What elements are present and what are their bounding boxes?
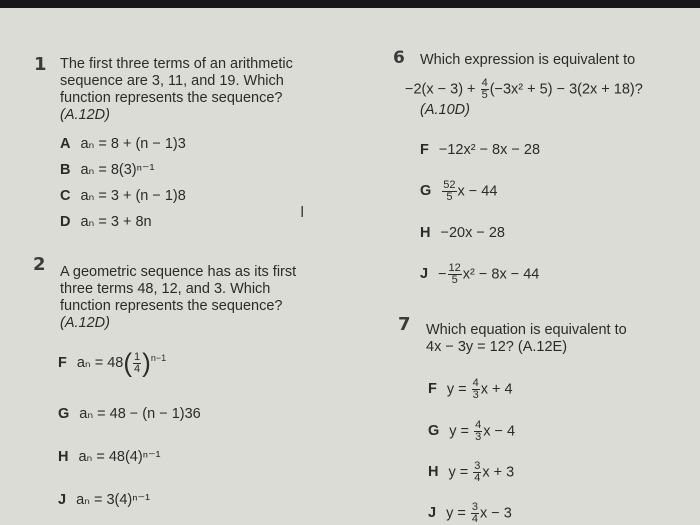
fraction: $\frac{3}{4}$ xyxy=(471,501,478,525)
fraction: $\frac{52}{5}$ xyxy=(443,179,456,203)
fraction: $\frac{1}{4}$ xyxy=(134,350,141,375)
option-letter: F xyxy=(420,142,429,158)
question-1-line-1: The first three terms of an arithmetic xyxy=(60,56,293,72)
q2-option-f[interactable] xyxy=(58,347,167,378)
option-text: −20x − 28 xyxy=(440,225,505,241)
q2-option-g[interactable] xyxy=(58,406,201,423)
fraction: $\frac{12}{5}$ xyxy=(448,262,461,286)
q1-option-a[interactable] xyxy=(60,136,186,153)
question-2-line-3: function represents the sequence? xyxy=(60,298,283,314)
option-text: aₙ = 8 + (n − 1)3 xyxy=(80,136,186,152)
q1-option-b[interactable] xyxy=(60,162,154,179)
option-letter: B xyxy=(60,162,71,178)
q2-option-h[interactable] xyxy=(58,449,160,466)
question-number-7: 7 xyxy=(398,314,411,335)
q2-option-j[interactable] xyxy=(58,492,150,509)
option-letter: J xyxy=(428,505,437,522)
option-letter: F xyxy=(428,381,437,398)
left-paren: ( xyxy=(123,347,133,378)
question-7-line-2: 4x − 3y = 12? (A.12E) xyxy=(426,339,568,355)
question-2-line-1: A geometric sequence has as its first xyxy=(60,264,297,280)
option-letter: G xyxy=(428,423,440,440)
option-letter: G xyxy=(58,406,70,422)
q1-option-c[interactable] xyxy=(60,188,186,205)
question-6-expression: −2(x − 3) + $\frac{4}{5}$ (−3x² + 5) − 3(2x + 18)? xyxy=(405,77,643,101)
q6-option-j[interactable]: J − $\frac{12}{5}$ x² − 8x − 44 xyxy=(420,262,540,286)
question-number-1: 1 xyxy=(34,54,47,75)
question-number-6: 6 xyxy=(393,48,405,68)
option-letter: J xyxy=(420,266,429,283)
question-7-line-1: Which equation is equivalent to xyxy=(426,322,627,338)
question-6-line-1: Which expression is equivalent to xyxy=(420,52,636,68)
q7-option-h[interactable]: H y = $\frac{3}{4}$ x + 3 xyxy=(428,460,515,484)
option-letter: G xyxy=(420,183,432,200)
option-letter: D xyxy=(60,214,71,230)
option-letter: A xyxy=(60,136,71,152)
option-text: aₙ = 8(3)ⁿ⁻¹ xyxy=(80,162,155,178)
option-letter: C xyxy=(60,188,71,204)
question-1-line-3: function represents the sequence? xyxy=(60,90,283,106)
q6-option-h[interactable] xyxy=(420,225,505,242)
q7-option-j[interactable]: J y = $\frac{3}{4}$ x − 3 xyxy=(428,501,512,525)
right-paren: ) xyxy=(142,347,151,378)
option-text: −12x² − 8x − 28 xyxy=(438,142,541,158)
fraction: $\frac{4}{3}$ xyxy=(472,377,479,401)
q6-option-f[interactable] xyxy=(420,142,540,159)
fraction: $\frac{3}{4}$ xyxy=(474,460,481,484)
q7-option-f[interactable]: F y = $\frac{4}{3}$ x + 4 xyxy=(428,377,513,401)
q1-option-d[interactable] xyxy=(60,214,152,231)
q6-option-g[interactable]: G $\frac{52}{5}$ x − 44 xyxy=(420,179,498,203)
fraction: $\frac{4}{5}$ xyxy=(481,77,488,101)
question-number-2: 2 xyxy=(33,254,46,275)
option-text: aₙ = 3 + (n − 1)8 xyxy=(80,188,186,204)
exponent: n−1 xyxy=(150,353,167,363)
top-dark-border xyxy=(0,0,700,8)
fraction: $\frac{4}{3}$ xyxy=(475,419,482,443)
question-2-standard: (A.12D) xyxy=(60,315,110,331)
option-letter: H xyxy=(58,449,69,465)
option-text: aₙ = 3 + 8n xyxy=(80,214,152,230)
question-6-standard: (A.10D) xyxy=(420,102,470,118)
option-letter: H xyxy=(420,225,431,241)
option-text: aₙ = 3(4)ⁿ⁻¹ xyxy=(76,492,151,508)
option-text: aₙ = 48 xyxy=(76,354,124,371)
question-1-standard: (A.12D) xyxy=(60,107,110,123)
q7-option-g[interactable]: G y = $\frac{4}{3}$ x − 4 xyxy=(428,419,516,443)
option-text: aₙ = 48 − (n − 1)36 xyxy=(79,406,201,422)
option-letter: F xyxy=(58,354,67,371)
question-2-line-2: three terms 48, 12, and 3. Which xyxy=(60,281,271,297)
worksheet-page xyxy=(0,8,700,525)
option-letter: H xyxy=(428,464,439,481)
option-letter: J xyxy=(58,492,67,508)
question-1-line-2: sequence are 3, 11, and 19. Which xyxy=(60,73,284,89)
text-cursor-icon: I xyxy=(300,204,305,221)
option-text: aₙ = 48(4)ⁿ⁻¹ xyxy=(78,449,161,465)
